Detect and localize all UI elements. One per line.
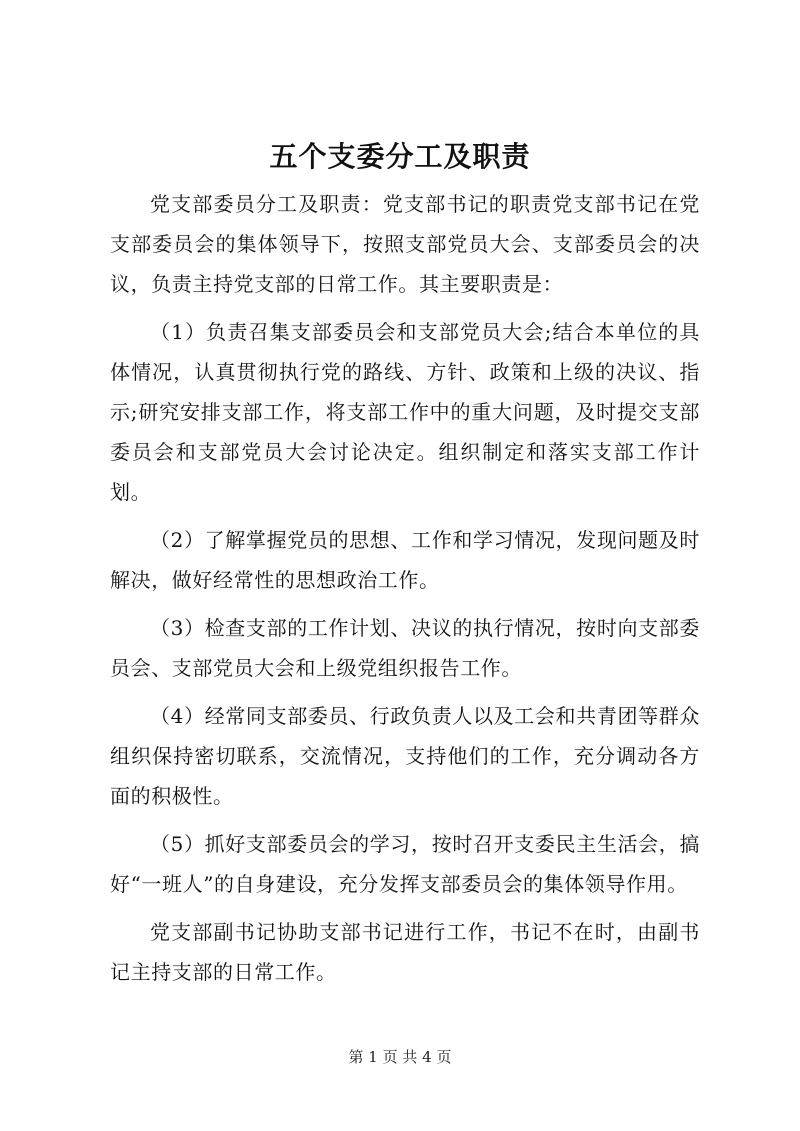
- paragraph-duty-2: （2）了解掌握党员的思想、工作和学习情况，发现问题及时解决，做好经常性的思想政治工作。: [110, 528, 700, 592]
- paragraph-duty-4: （4）经常同支部委员、行政负责人以及工会和共青团等群众组织保持密切联系，交流情况，支持他们的工作，充分调动各方面的积极性。: [110, 704, 700, 808]
- paragraph-deputy-secretary: 党支部副书记协助支部书记进行工作，书记不在时，由副书记主持支部的日常工作。: [110, 920, 700, 984]
- paragraph-intro: 党支部委员分工及职责：党支部书记的职责党支部书记在党支部委员会的集体领导下，按照支部党员大会、支部委员会的决议，负责主持党支部的日常工作。其主要职责是：: [110, 192, 700, 296]
- page-title: 五个支委分工及职责: [269, 140, 531, 173]
- paragraph-duty-3: （3）检查支部的工作计划、决议的执行情况，按时向支部委员会、支部党员大会和上级党组织报告工作。: [110, 616, 700, 680]
- paragraph-duty-5: （5）抓好支部委员会的学习，按时召开支委民主生活会，搞好“一班人”的自身建设，充分发挥支部委员会的集体领导作用。: [110, 832, 700, 896]
- paragraph-duty-1: （1）负责召集支部委员会和支部党员大会;结合本单位的具体情况，认真贯彻执行党的路线、方针、政策和上级的决议、指示;研究安排支部工作，将支部工作中的重大问题，及时提交支部委员会和支部党员大会讨论决定。组织制定和落实支部工作计划。: [110, 320, 700, 504]
- page-number: 第 1 页 共 4 页: [348, 1048, 452, 1066]
- document-body: [110, 184, 700, 1002]
